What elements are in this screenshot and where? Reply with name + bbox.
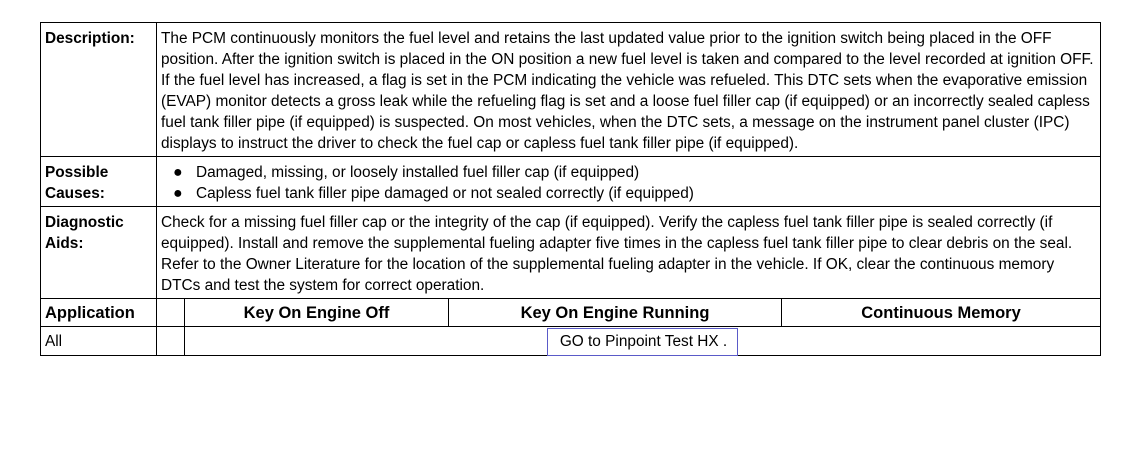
possible-causes-row <box>41 157 1101 207</box>
possible-causes-cell <box>157 157 1101 207</box>
diagnostic-aids-label-line2: Aids: <box>45 235 84 252</box>
pinpoint-test-link[interactable]: GO to Pinpoint Test HX . <box>547 328 738 356</box>
application-label: Application <box>41 299 157 327</box>
column-header-continuous-memory: Continuous Memory <box>782 299 1101 327</box>
table-row <box>41 327 1101 356</box>
description-row <box>41 23 1101 157</box>
diagnostic-aids-row <box>41 207 1101 299</box>
column-header-key-on-engine-running: Key On Engine Running <box>449 299 782 327</box>
description-text: The PCM continuously monitors the fuel level and retains the last updated value prior to the ignition switch being placed in the OFF position. After the ignition switch is placed in the ON position a new fuel level is taken and compared to the level recorded at ignition OFF. If the fuel level has increased, a flag is set in the PCM indicating the vehicle was refueled. This DTC sets when the evaporative emission (EVAP) monitor detects a gross leak while the refueling flag is set and a loose fuel filler cap (if equipped) or an incorrectly sealed capless fuel tank filler pipe (if equipped) is suspected. On most vehicles, when the DTC sets, a message on the instrument panel cluster (IPC) displays to instruct the driver to check the fuel cap or capless fuel tank filler pipe (if equipped). <box>157 23 1101 157</box>
application-name-cell: All <box>41 327 157 356</box>
possible-causes-list <box>161 162 1096 204</box>
bullet-icon: ● <box>173 185 183 202</box>
diagnostic-aids-label <box>41 207 157 299</box>
diagnostic-aids-text: Check for a missing fuel filler cap or the integrity of the cap (if equipped). Verify the capless fuel tank filler pipe is sealed correctly (if equipped). Install and remove the supplemental fueling adapter five times in the capless fuel tank filler pipe to clear debris on the seal. Refer to the Owner Literature for the location of the supplemental fueling adapter in the vehicle. If OK, clear the continuous memory DTCs and test the system for correct operation. <box>157 207 1101 299</box>
bullet-icon: ● <box>173 164 183 181</box>
cause-text: Damaged, missing, or loosely installed fuel filler cap (if equipped) <box>196 164 640 181</box>
possible-causes-label-line1: Possible <box>45 164 109 181</box>
dtc-info-table <box>40 22 1101 356</box>
cause-text: Capless fuel tank filler pipe damaged or not sealed correctly (if equipped) <box>196 185 694 202</box>
empty-cell <box>157 327 185 356</box>
description-label: Description: <box>41 23 157 157</box>
possible-causes-label <box>41 157 157 207</box>
diagnostic-aids-label-line1: Diagnostic <box>45 214 124 231</box>
list-item <box>161 183 1096 204</box>
possible-causes-label-line2: Causes: <box>45 185 105 202</box>
application-header-row <box>41 299 1101 327</box>
list-item <box>161 162 1096 183</box>
column-header-key-on-engine-off: Key On Engine Off <box>185 299 449 327</box>
action-cell <box>185 327 1101 356</box>
empty-header-cell <box>157 299 185 327</box>
